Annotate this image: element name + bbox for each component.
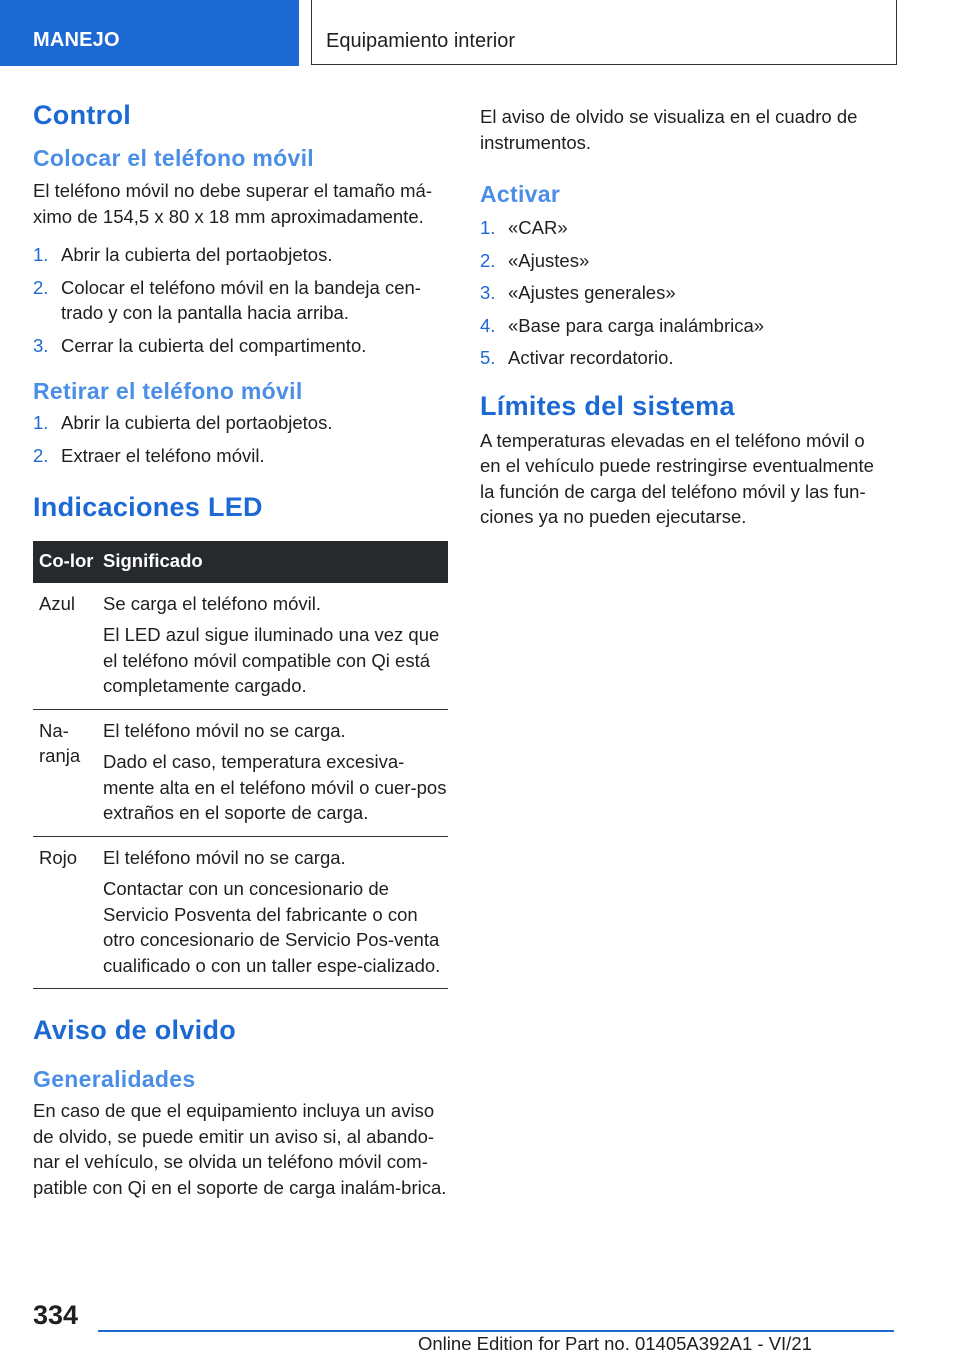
edition-text: Online Edition for Part no. 01405A392A1 - VI/21 (418, 1333, 812, 1354)
row-color: Azul (33, 583, 97, 710)
heading-activar: Activar (480, 181, 561, 207)
heading-control: Control (33, 100, 132, 130)
table-row (33, 836, 448, 989)
list-item: 1. Abrir la cubierta del portaobjetos. (33, 244, 333, 265)
list-item: 3. «Ajustes generales» (480, 282, 676, 303)
section-label: MANEJO (33, 29, 120, 51)
left-column (33, 100, 448, 1200)
list-item: 1. Abrir la cubierta del portaobjetos. (33, 412, 333, 433)
list-item: 2. «Ajustes» (480, 249, 590, 271)
chapter-header (311, 0, 897, 65)
paragraph-generalidades: En caso de que el equipamiento incluya un aviso de olvido, se puede emitir un aviso si, al abando-nar el vehículo, se olvida un teléfono móvil com-patible con Qi en el soporte de carga inalám-brica. (33, 1100, 447, 1198)
list-item: 4. «Base para carga inalámbrica» (480, 314, 765, 336)
row-meaning: Se carga el teléfono móvil. El LED azul sigue iluminado una vez que el teléfono móvil compatible con Qi está completamente cargado. (97, 583, 448, 710)
section-tab (0, 0, 299, 66)
right-column (480, 100, 890, 530)
chapter-label: Equipamiento interior (326, 30, 515, 52)
table-row (33, 583, 448, 710)
heading-limites: Límites del sistema (480, 390, 735, 421)
row-color: Rojo (33, 836, 97, 989)
retirar-steps (33, 410, 448, 468)
col-meaning-header: Significado (97, 541, 448, 583)
row-meaning: El teléfono móvil no se carga. Contactar con un concesionario de Servicio Posventa del fabricante o con otro concesionario de Servicio Pos-venta cualificado o con un taller espe-cializado. (97, 836, 448, 989)
heading-colocar: Colocar el teléfono móvil (33, 145, 314, 171)
page-number: 334 (33, 1300, 79, 1330)
table-row (33, 709, 448, 836)
list-item: 3. Cerrar la cubierta del compartimento. (33, 334, 367, 356)
list-item: 2. Extraer el teléfono móvil. (33, 444, 265, 466)
row-meaning: El teléfono móvil no se carga. Dado el caso, temperatura excesiva-mente alta en el teléfono móvil o cuer-pos extraños en el soporte de carga. (97, 709, 448, 836)
paragraph-colocar: El teléfono móvil no debe superar el tamaño má-ximo de 154,5 x 80 x 18 mm aproximadamente. (33, 180, 432, 227)
row-color: Na-ranja (33, 709, 97, 836)
list-item: 5. Activar recordatorio. (480, 347, 674, 368)
footer-rule (98, 1330, 894, 1332)
list-item: 1. «CAR» (480, 217, 568, 238)
paragraph-limites: A temperaturas elevadas en el teléfono móvil o en el vehículo puede restringirse eventualmente la función de carga del teléfono móvil y las fun-ciones ya no pueden ejecutarse. (480, 429, 874, 527)
table-header-row (33, 541, 448, 583)
heading-retirar: Retirar el teléfono móvil (33, 378, 303, 404)
heading-generalidades: Generalidades (33, 1066, 196, 1092)
led-table (33, 541, 448, 989)
heading-aviso: Aviso de olvido (33, 1015, 237, 1045)
paragraph-intro: El aviso de olvido se visualiza en el cuadro de instrumentos. (480, 106, 858, 153)
heading-led: Indicaciones LED (33, 492, 263, 522)
colocar-steps (33, 242, 448, 358)
col-color-header: Co-lor (33, 541, 97, 583)
activar-steps (480, 215, 890, 371)
list-item: 2. Colocar el teléfono móvil en la bandeja cen-trado y con la pantalla hacia arriba. (33, 276, 421, 323)
